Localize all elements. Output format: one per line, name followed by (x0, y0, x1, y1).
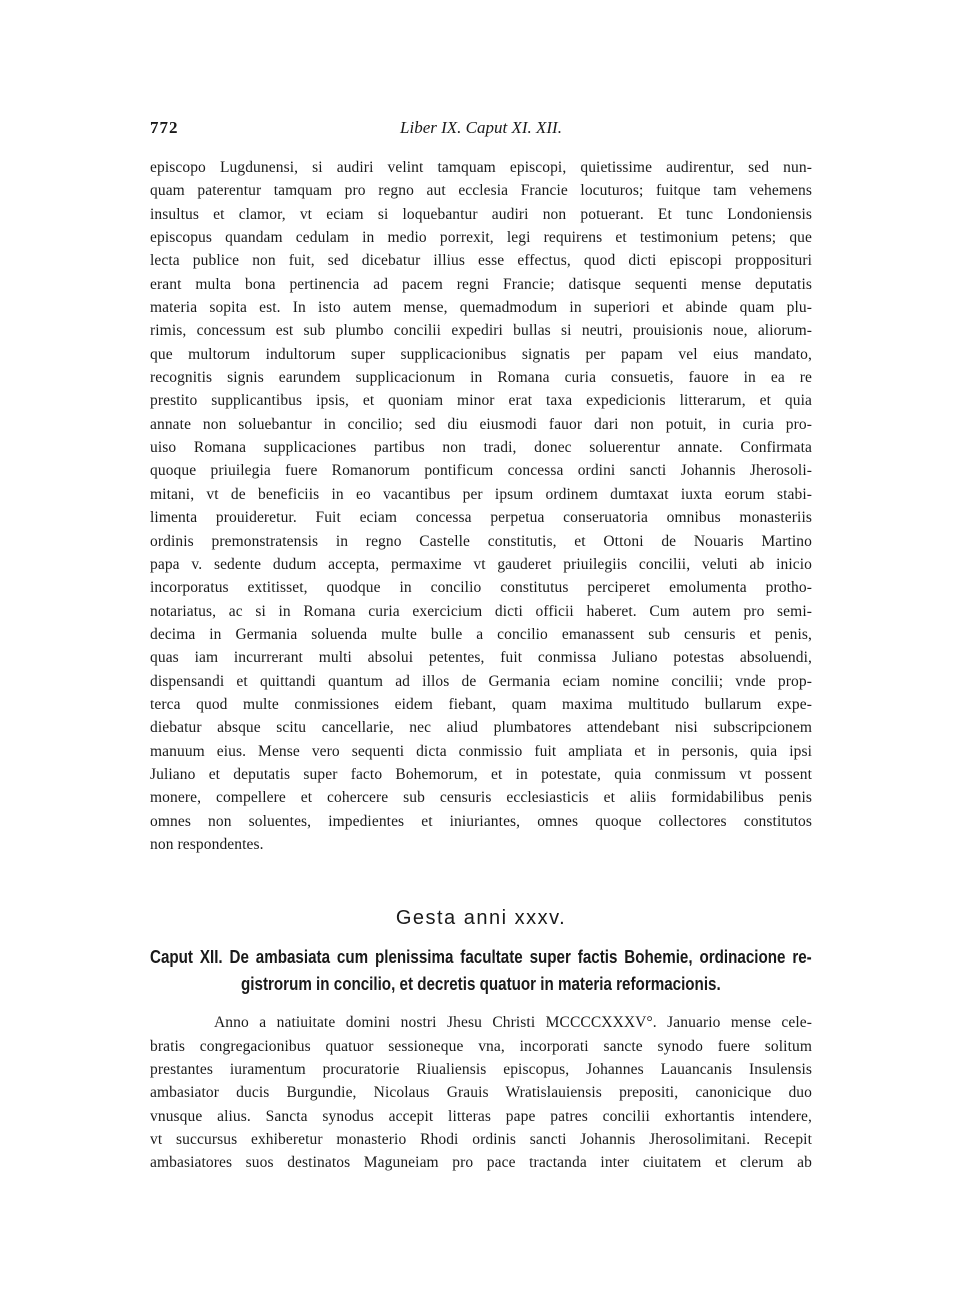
text-line: annate non soluebantur in concilio; sed diu eiusmodi fauor dari non potuit, in curia pro- (150, 415, 812, 433)
text-line: lecta publice non fuit, sed dicebatur illius esse effectus, quod dicti episcopi propposituri (150, 252, 812, 270)
text-line: erant multa bona pertinencia ad pacem regni Francie; datisque sequenti mense deputatis (150, 275, 812, 293)
text-line: prestito supplicantibus ipsis, et quoniam minor erat taxa expedicionis litterarum, et quia (150, 392, 812, 410)
text-line: limenta prouideretur. Fuit eciam concessa perpetua conseruatoria omnibus monasteriis (150, 509, 812, 527)
text-line: ambasiator ducis Burgundie, Nicolaus Grauis Wratislauiensis prepositi, canonicique duo (150, 1084, 812, 1102)
text-line: quoque priuilegia fuere Romanorum pontificum concessa ordini sancti Johannis Jherosoli- (150, 462, 812, 480)
text-line: ordinis premonstratensis in regno Castelle constitutis, et Ottoni de Nouaris Martino (150, 532, 812, 550)
text-line: quas iam incurrerant multi absolui petentes, fuit conmissa Juliano potestas absoluendi, (150, 649, 812, 667)
text-line: omnes non soluentes, impedientes et iniuriantes, omnes quoque collectores constitutos (150, 812, 812, 830)
text-line: uiso Romana supplicaciones partibus non tradi, donec soluerentur annate. Confirmata (150, 439, 812, 457)
text-line: quam paterentur tamquam pro regno aut ecclesia Francie locuturos; fuitque tam vehemens (150, 182, 812, 200)
text-line: insultus et clamor, vt eciam si loquebantur audiri non potuerant. Et tunc Londoniensis (150, 205, 812, 223)
text-line: papa v. sedente dudum accepta, permaxime vt gauderet priuilegiis concilii, veluti ab inicio (150, 555, 812, 573)
text-line: dispensandi et quittandi quantum ad illos de Germania eciam nomine concilii; vnde prop- (150, 672, 812, 690)
chapter-heading (150, 943, 812, 997)
book-page (150, 118, 812, 1175)
text-line: mitani, vt de beneficiis in eo vacantibus per ipsum ordinem dumtaxat iuxta eorum stabi- (150, 485, 812, 503)
chapter-heading-line: Caput XII. De ambasiata cum plenissima facultate super factis Bohemie, ordinacione re- (150, 946, 812, 968)
text-line: terca quod multe conmissiones eidem fiebant, quam maxima multitudo bullarum expe- (150, 695, 812, 713)
text-line: recognitis signis earundem supplicacionum in Romana curia consuetis, fauore in ea re (150, 369, 812, 387)
running-head (150, 118, 812, 142)
year-heading: Gesta anni xxxv. (395, 907, 567, 930)
text-line: non respondentes. (150, 835, 264, 853)
text-line: vt succursus exhiberetur monasterio Rhodi ordinis sancti Johannis Jherosolimitani. Recepit (150, 1131, 812, 1149)
text-line: notariatus, ac si in Romana curia exercicium dicti officii haberet. Cum autem pro semi- (150, 602, 812, 620)
text-line: monere, compellere et cohercere sub censuris ecclesiasticis et aliis formidabilibus penis (150, 789, 812, 807)
text-line: episcopo Lugdunensi, si audiri velint tamquam episcopi, quietissime audirentur, sed nun- (150, 159, 812, 176)
text-line: que multorum indultorum super supplicacionibus signatis per papam vel eius mandato, (150, 345, 812, 363)
text-line: episcopus quandam cedulam in medio porrexit, legi requirens et testimonium petens; que (150, 229, 812, 247)
text-line: Juliano et deputatis super facto Bohemorum, et in potestate, quia conmissum vt possent (150, 765, 812, 783)
text-line: diebatur absque scitu cancellarie, nec aliud plumbatores attendebant nisi subscripcionem (150, 719, 812, 737)
text-line: manuum eius. Mense vero sequenti dicta conmissio fuit ampliata et in personis, quia ipsi (150, 742, 812, 760)
text-line: vnusque alius. Sancta synodus accepit litteras pape patres concilii exhortantis intendere, (150, 1107, 812, 1125)
text-line: materia sopita est. In isto autem mense, quemadmodum in superiori et abinde quam plu- (150, 299, 812, 317)
text-line: ambasiatores suos destinatos Maguneiam pro pace tractanda inter ciuitatem et clerum ab (150, 1154, 812, 1172)
text-line: Anno a natiuitate domini nostri Jhesu Christi MCCCCXXXV°. Januario mense cele- (214, 1014, 812, 1032)
text-line: incorporatus extitisset, quodque in concilio constitutus perciperet emolumenta protho- (150, 579, 812, 597)
running-title: Liber IX. Caput XI. XII. (400, 118, 562, 137)
chapter-text-block (150, 1011, 812, 1174)
text-line: decima in Germania soluenda multe bulle a concilio emanassent sub censuris et penis, (150, 625, 812, 643)
text-line: prestantes iuramentum procuratorie Riualiensis episcopus, Johannes Lauancanis Insulensis (150, 1061, 812, 1078)
page-number: 772 (150, 118, 179, 137)
text-line: bratis congregacionibus quatuor sessioneque vna, incorporati sancte synodo fuere solitum (150, 1037, 812, 1055)
main-text-block (150, 156, 812, 856)
text-line: rimis, concessum est sub plumbo concilii expediri bullas si neutri, prouisionis noue, aliorum- (150, 322, 812, 340)
chapter-heading-line: gistrorum in concilio, et decretis quatuor in materia reformacionis. (241, 973, 721, 995)
